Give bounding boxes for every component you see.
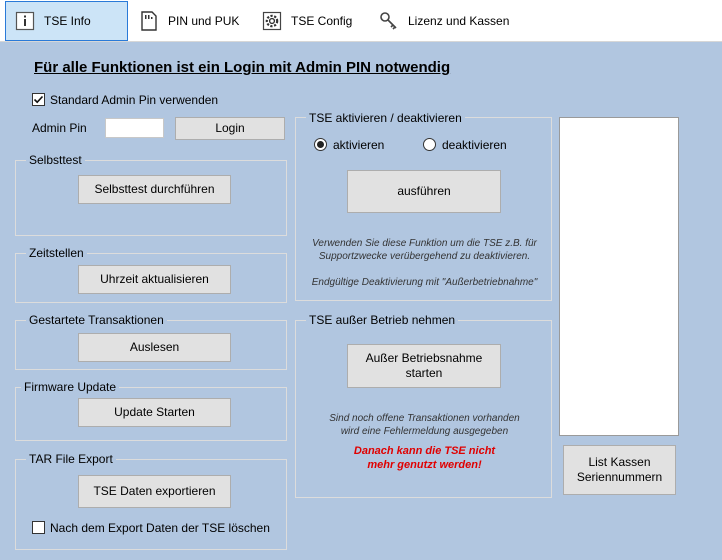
info-icon [14, 10, 36, 32]
activate-title: TSE aktivieren / deaktivieren [306, 111, 465, 125]
radio-activate-label: aktivieren [333, 138, 385, 152]
key-icon [378, 10, 400, 32]
radio-activate[interactable] [314, 138, 327, 151]
execute-button[interactable]: ausführen [347, 170, 501, 213]
admin-pin-input[interactable] [105, 118, 164, 138]
decommission-button[interactable] [347, 344, 501, 388]
tab-pin-und-puk[interactable] [130, 1, 248, 41]
read-transactions-button[interactable]: Auslesen [78, 333, 231, 362]
delete-after-export-checkbox[interactable] [32, 521, 45, 534]
decommission-note-1: Sind noch offene Transaktionen vorhanden [329, 413, 520, 424]
tab-lizenz-und-kassen[interactable] [370, 1, 520, 41]
gear-icon [261, 10, 283, 32]
decommission-button-line2: starten [405, 366, 443, 380]
standard-admin-pin-label: Standard Admin Pin verwenden [50, 93, 219, 107]
list-kassen-button-line2: Seriennummern [576, 470, 663, 484]
tar-export-title: TAR File Export [26, 452, 116, 466]
tab-label: TSE Config [291, 14, 353, 28]
tab-tse-config[interactable] [253, 1, 365, 41]
activate-note-2: Supportzwecke verübergehend zu deaktivieren. [318, 251, 531, 262]
selftest-button[interactable]: Selbsttest durchführen [78, 175, 231, 204]
checkmark-icon [33, 94, 44, 105]
activate-note-3: Endgültige Deaktivierung mit "Außerbetriebnahme" [311, 277, 538, 288]
list-kassen-button[interactable] [563, 445, 676, 495]
page-heading: Für alle Funktionen ist ein Login mit Admin PIN notwendig [34, 59, 451, 76]
decommission-button-line1: Außer Betriebsnahme [365, 351, 483, 365]
selftest-title: Selbsttest [26, 153, 85, 167]
admin-pin-label: Admin Pin [32, 121, 87, 135]
radio-deactivate-label: deaktivieren [442, 138, 507, 152]
kassen-listbox[interactable] [559, 117, 679, 436]
activate-note-1: Verwenden Sie diese Funktion um die TSE z.B. für [312, 238, 537, 249]
tab-label: PIN und PUK [168, 14, 240, 28]
export-tse-data-button[interactable]: TSE Daten exportieren [78, 475, 231, 508]
firmware-update-button[interactable]: Update Starten [78, 398, 231, 427]
tab-bar [0, 0, 722, 42]
decommission-note-2: wird eine Fehlermeldung ausgegeben [340, 426, 509, 437]
sim-card-icon [138, 10, 160, 32]
radio-deactivate[interactable] [423, 138, 436, 151]
decommission-warning-1: Danach kann die TSE nicht [353, 445, 496, 457]
login-button[interactable]: Login [175, 117, 285, 140]
time-title: Zeitstellen [26, 246, 87, 260]
list-kassen-button-line1: List Kassen [588, 455, 651, 469]
delete-after-export-label: Nach dem Export Daten der TSE löschen [50, 521, 270, 535]
tab-label: TSE Info [44, 14, 91, 28]
update-time-button[interactable]: Uhrzeit aktualisieren [78, 265, 231, 294]
transactions-title: Gestartete Transaktionen [26, 313, 167, 327]
decommission-warning-2: mehr genutzt werden! [367, 459, 482, 471]
decommission-title: TSE außer Betrieb nehmen [306, 313, 458, 327]
standard-admin-pin-checkbox[interactable] [32, 93, 45, 106]
tab-tse-info[interactable] [5, 1, 128, 41]
tab-label: Lizenz und Kassen [408, 14, 510, 28]
firmware-title: Firmware Update [21, 380, 119, 394]
